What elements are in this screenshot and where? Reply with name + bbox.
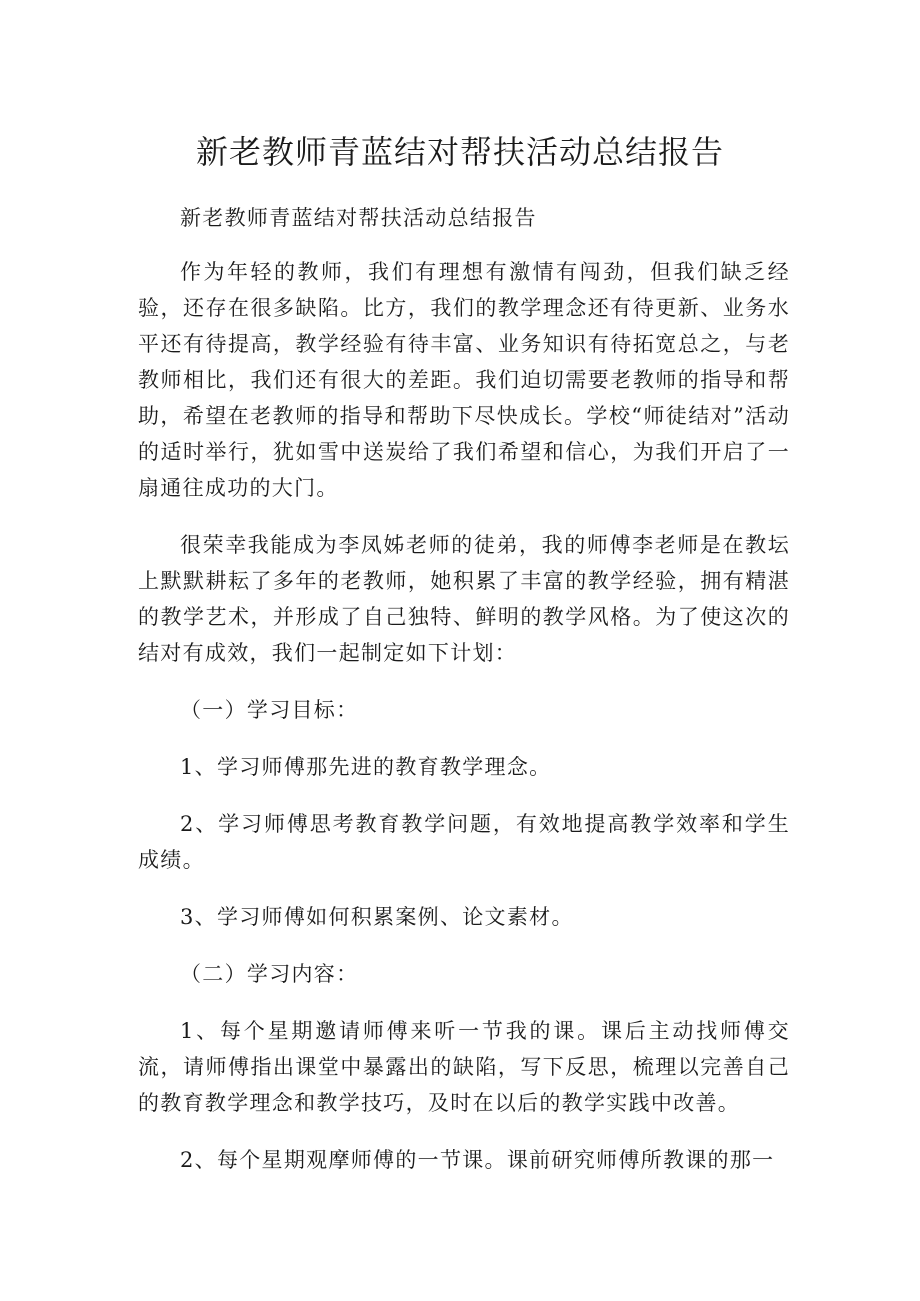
document-subtitle: 新老教师青蓝结对帮扶活动总结报告	[180, 206, 537, 230]
document-title: 新老教师青蓝结对帮扶活动总结报告	[195, 133, 724, 171]
paragraph-mentor: 很荣幸我能成为李凤姊老师的徒弟，我的师傅李老师是在教坛上默默耕耘了多年的老教师，她积累了丰富的教学经验，拥有精湛的教学艺术，并形成了自己独特、鲜明的教学风格。为了使这次的结对有成效，我们一起制定如下计划：	[138, 533, 790, 665]
goal-item-2: 2、学习师傅思考教育教学问题，有效地提高教学效率和学生成绩。	[138, 812, 790, 872]
section-heading-goals: （一）学习目标：	[180, 698, 359, 722]
goal-item-1: 1、学习师傅那先进的教育教学理念。	[180, 755, 552, 779]
paragraph-intro: 作为年轻的教师，我们有理想有激情有闯劲，但我们缺乏经验，还存在很多缺陷。比方，我们的教学理念还有待更新、业务水平还有待提高，教学经验有待丰富、业务知识有待拓宽总之，与老教师相比，我们还有很大的差距。我们迫切需要老教师的指导和帮助，希望在老教师的指导和帮助下尽快成长。学校“师徒结对”活动的适时举行，犹如雪中送炭给了我们希望和信心，为我们开启了一扇通往成功的大门。	[138, 260, 790, 500]
goal-item-3: 3、学习师傅如何积累案例、论文素材。	[180, 905, 574, 929]
content-item-1: 1、每个星期邀请师傅来听一节我的课。课后主动找师傅交流，请师傅指出课堂中暴露出的缺陷，写下反思，梳理以完善自己的教育教学理念和教学技巧，及时在以后的教学实践中改善。	[138, 1019, 790, 1115]
section-heading-content: （二）学习内容：	[180, 962, 359, 986]
document-body	[138, 200, 790, 1199]
content-item-2: 2、每个星期观摩师傅的一节课。课前研究师傅所教课的那一	[180, 1148, 775, 1172]
